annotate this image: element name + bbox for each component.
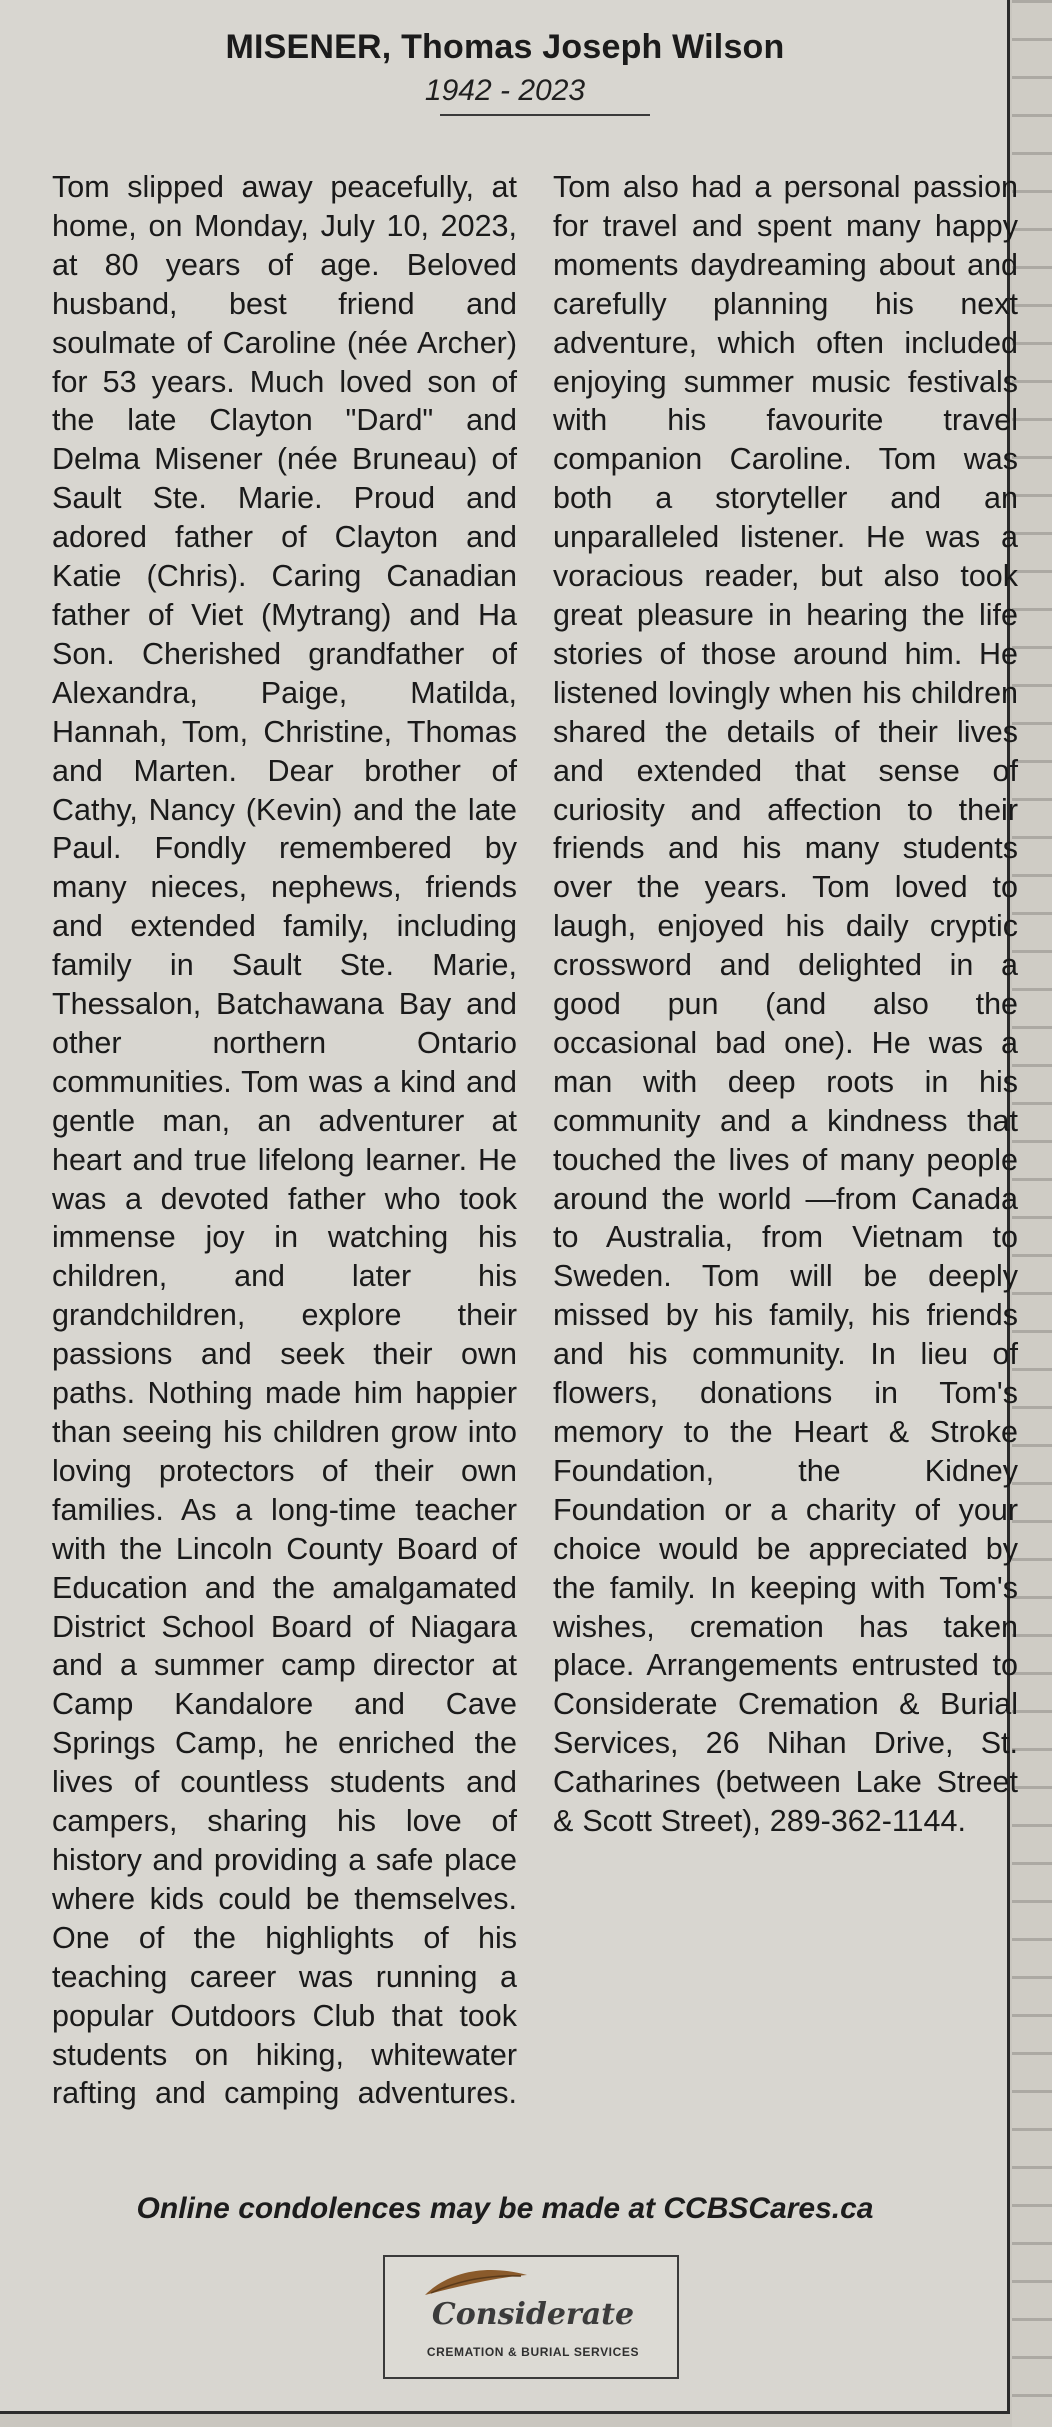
funeral-home-logo xyxy=(383,2255,679,2379)
life-years: 1942 - 2023 xyxy=(424,74,586,107)
obituary-body xyxy=(52,168,1018,2148)
deceased-name: MISENER, Thomas Joseph Wilson xyxy=(225,28,785,66)
leaf-icon xyxy=(421,2265,531,2299)
obituary-paragraph: Tom slipped away peacefully, at home, on Monday, July 10, 2023, at 80 years of age. Beloved husband, best friend and soulmate of Caroline (née Archer) for 53 years. Much loved son of the late Clayton "Dard" and Delma Misener (née Bruneau) of Sault Ste. Marie. Proud and adored father of Clayton and Katie (Chris). Caring Canadian father of Viet (Mytrang) and Ha Son. Cherished grandfather of Alexandra, Paige, Matilda, Hannah, Tom, Christine, Thomas and Marten. Dear brother of Cathy, Nancy (Kevin) and the late Paul. Fondly remembered by many nieces, nephews, friends and extended family, including family in Sault Ste. Marie, Thessalon, Batchawana Bay and other northern Ontario communities. Tom was a kind and gentle man, an adventurer at heart and true lifelong learner. He was a devoted father who took immense joy in watching his children, and later his grandchildren, explore their passions and seek their own paths. Nothing made him happier than seeing his children grow into loving protectors of their own families. As a long-time teacher with the Lincoln County Board of Education and the amalgamated District School Board of Niagara and a summer camp director at Camp Kandalore and Cave Springs Camp, he enriched the lives of countless students and campers, sharing his love of history and providing a safe place where kids could be themselves. One of the highlights of his teaching career was running a popular Outdoors Club that took students on hiking, whitewater rafting and camping adventures. Tom also had a personal passion for travel and spent many happy moments daydreaming about and carefully planning his next adventure, which often included enjoying summer music festivals with his favourite travel companion Caroline. Tom was both a storyteller and an unparalleled listener. He was a voracious reader, but also took great pleasure in hearing the life stories of those around him. He listened lovingly when his children shared the details of their lives and extended that sense of curiosity and affection to their friends and his many students over the years. Tom loved to laugh, enjoyed his daily cryptic crossword and delighted in a good pun (and also the occasional bad one). He was a man with deep roots in his community and a kindness that touched the lives of many people around the world —from Canada to Australia, from Vietnam to Sweden. Tom will be deeply missed by his family, his friends and his community. In lieu of flowers, donations in Tom's memory to the Heart & Stroke Foundation, the Kidney Foundation or a charity of your choice would be appreciated by the family. In keeping with Tom's wishes, cremation has taken place. Arrangements entrusted to Considerate Cremation & Burial Services, 26 Nihan Drive, St. Catharines (between Lake Street & Scott Street), 289-362-1144. xyxy=(52,170,1018,2111)
adjacent-page-bleed xyxy=(1012,0,1052,2427)
logo-script-text: Considerate xyxy=(431,2297,635,2332)
condolences-line: Online condolences may be made at CCBSCares.ca xyxy=(136,2192,874,2225)
title-divider xyxy=(440,114,650,116)
logo-subtitle: CREMATION & BURIAL SERVICES xyxy=(426,2345,640,2359)
